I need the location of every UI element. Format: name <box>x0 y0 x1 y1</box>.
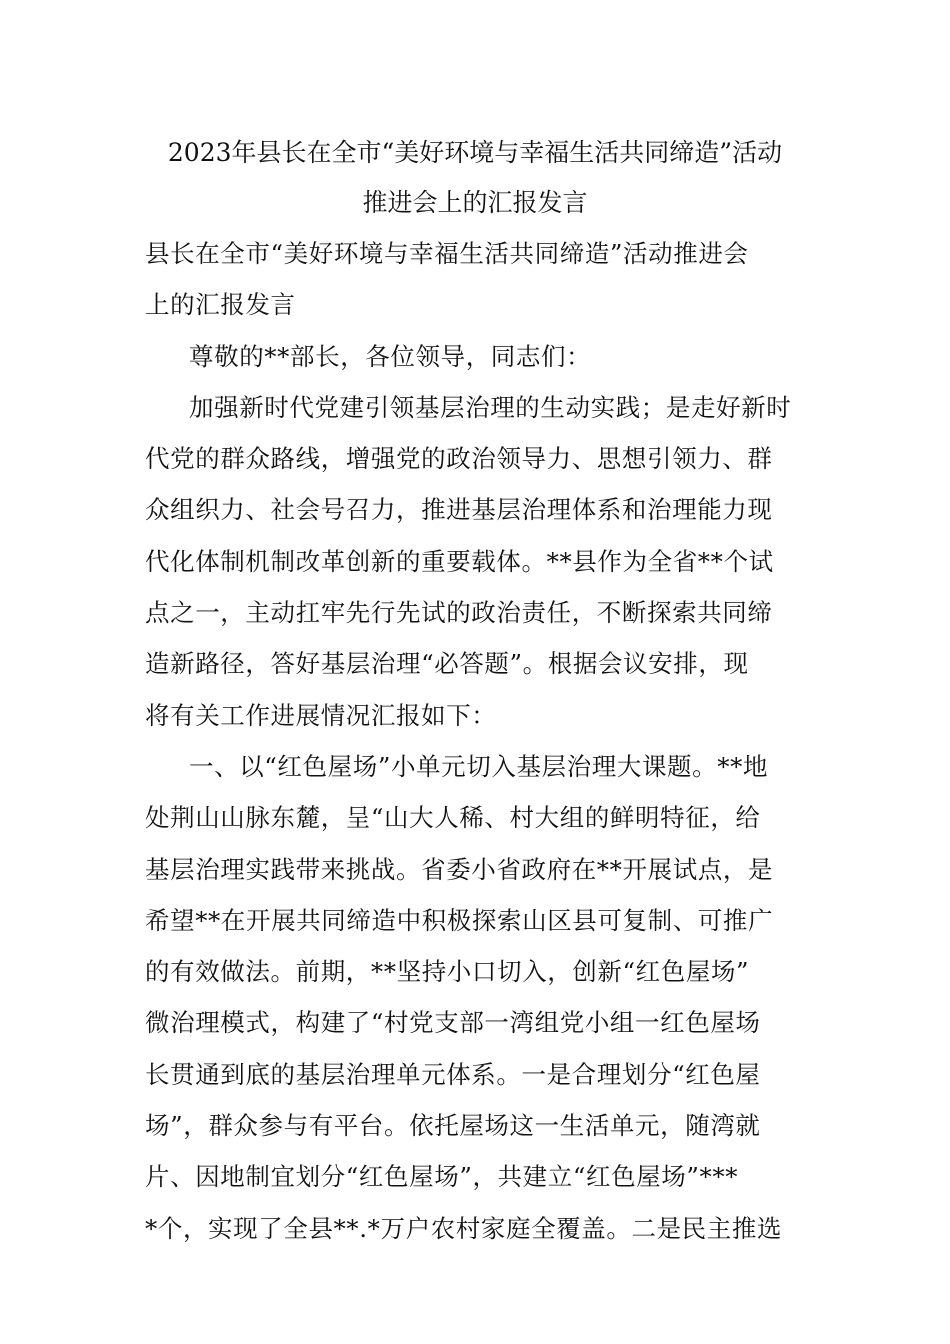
body-text-line: *个，实现了全县**.*万户农村家庭全覆盖。二是民主推选 <box>145 1213 783 1243</box>
body-text-line: 尊敬的**部长，各位领导，同志们： <box>189 341 592 371</box>
body-text-line: 上的汇报发言 <box>145 290 296 320</box>
body-text-line: 的有效做法。前期，**坚持小口切入，创新“红色屋场” <box>145 957 750 987</box>
body-text-line: 点之一，主动扛牢先行先试的政治责任，不断探索共同缔 <box>145 598 773 628</box>
body-text-line: 将有关工作进展情况汇报如下： <box>145 700 497 730</box>
body-text-line: 加强新时代党建引领基层治理的生动实践；是走好新时 <box>189 392 792 422</box>
body-text-line: 代党的群众路线，增强党的政治领导力、思想引领力、群 <box>145 444 773 474</box>
title-line-1: 2023年县长在全市“美好环境与幸福生活共同缔造”活动 <box>167 138 783 167</box>
body-text-line: 场”，群众参与有平台。依托屋场这一生活单元，随湾就 <box>145 1111 761 1141</box>
body-text-line: 造新路径，答好基层治理“必答题”。根据会议安排，现 <box>145 649 749 679</box>
body-text-line: 基层治理实践带来挑战。省委小省政府在**开展试点，是 <box>145 854 774 884</box>
body-text-line: 长贯通到底的基层治理单元体系。一是合理划分“红色屋 <box>145 1059 761 1089</box>
body-text-line: 众组织力、社会号召力，推进基层治理体系和治理能力现 <box>145 495 773 525</box>
document-title <box>120 128 830 228</box>
body-text-line: 处荆山山脉东麓，呈“山大人稀、村大组的鲜明特征，给 <box>145 803 761 833</box>
body-text-line: 代化体制机制改革创新的重要载体。**县作为全省**个试 <box>145 546 774 576</box>
body-text-line: 微治理模式，构建了“村党支部一湾组党小组一红色屋场 <box>145 1008 761 1038</box>
body-text-line: 希望**在开展共同缔造中积极探索山区县可复制、可推广 <box>145 905 774 935</box>
body-text-line: 片、因地制宜划分“红色屋场”，共建立“红色屋场”*** <box>145 1162 739 1192</box>
body-text-line: 一、以“红色屋场”小单元切入基层治理大课题。**地 <box>189 751 769 781</box>
body-text-line: 县长在全市“美好环境与幸福生活共同缔造”活动推进会 <box>145 239 749 268</box>
document-body <box>145 228 809 1254</box>
title-line-2: 推进会上的汇报发言 <box>362 188 588 217</box>
